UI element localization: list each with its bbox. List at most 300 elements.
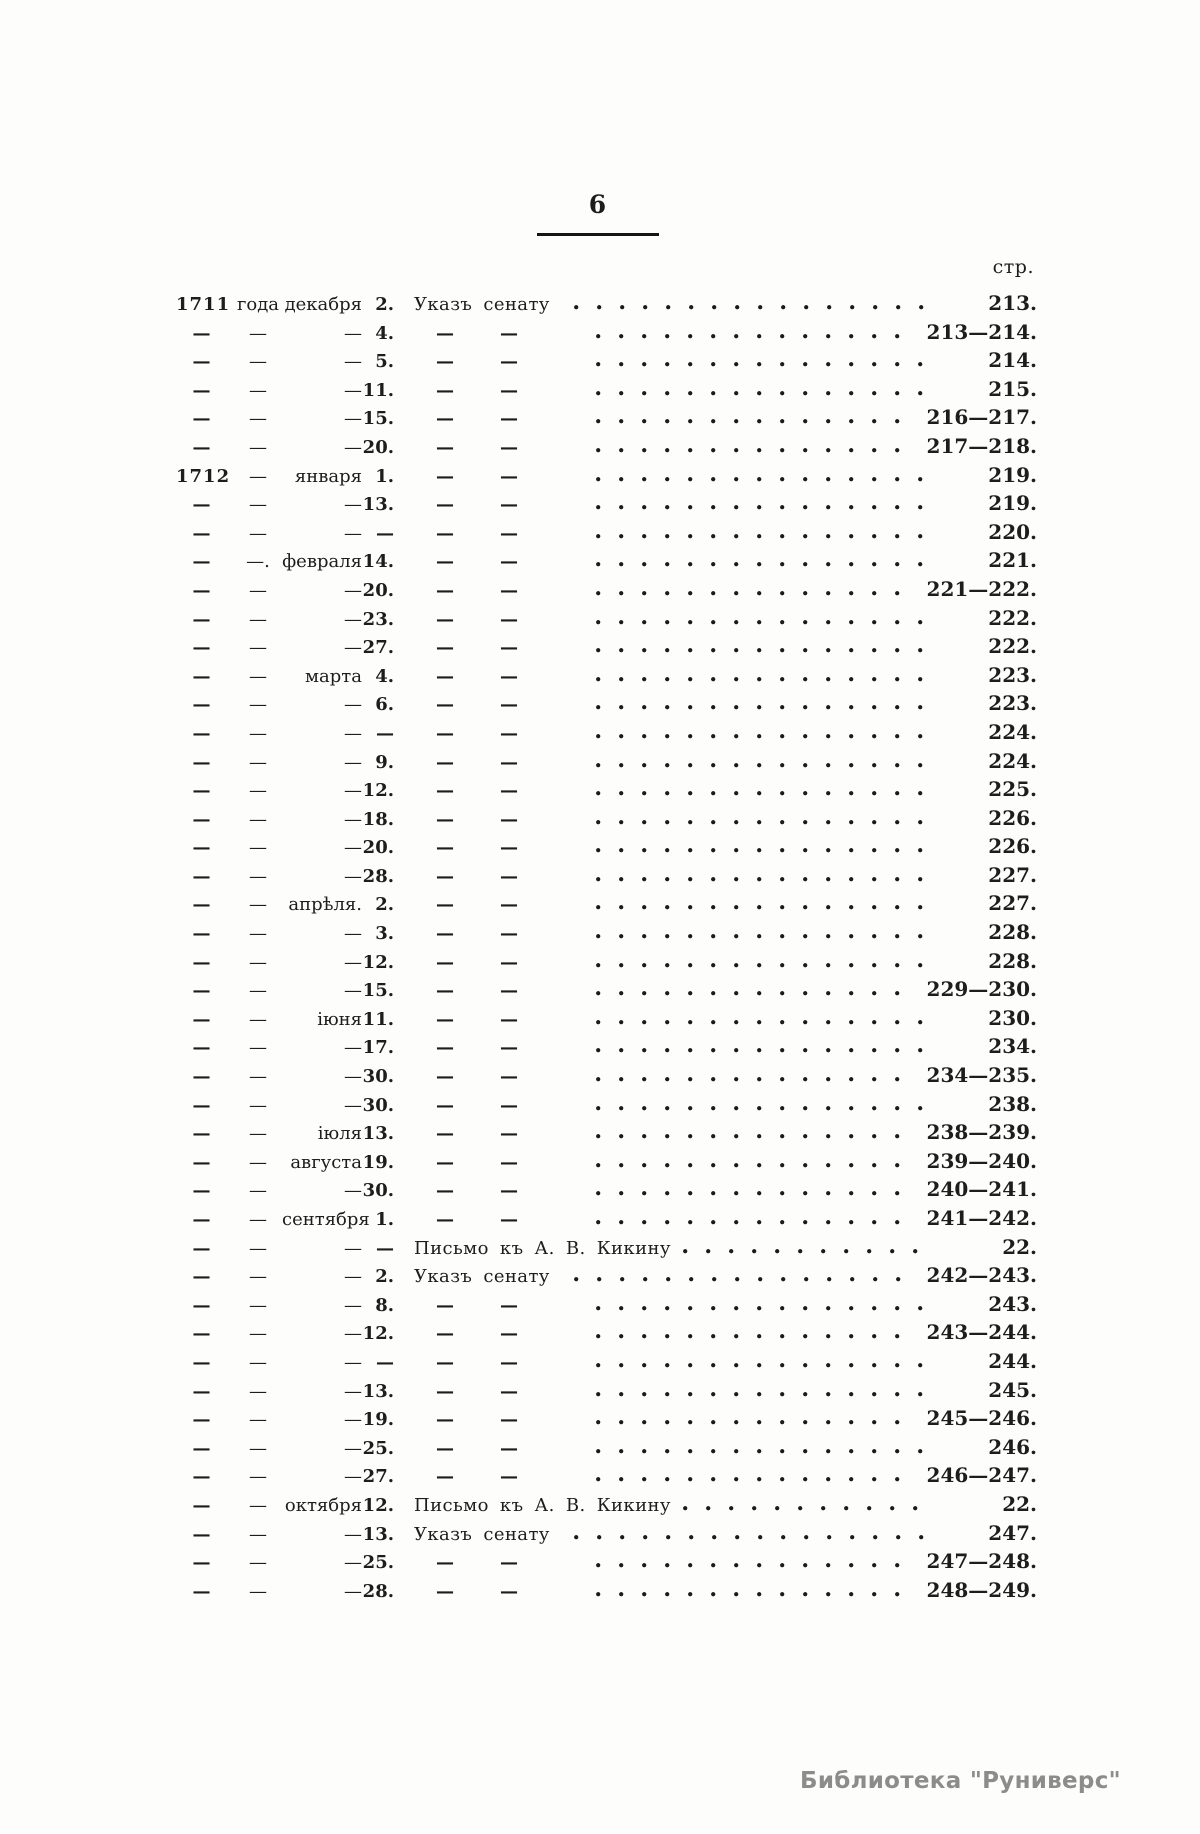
entry-day: 30. bbox=[362, 1094, 394, 1116]
ditto-mark: — bbox=[436, 522, 454, 544]
entry-day: 13. bbox=[362, 1123, 394, 1145]
entry-month: — bbox=[344, 1237, 362, 1259]
ditto-mark: — bbox=[436, 1180, 454, 1202]
entry-page: 224. bbox=[988, 748, 1037, 773]
toc-row bbox=[176, 434, 1037, 463]
entry-month: іюля bbox=[317, 1123, 362, 1145]
entry-goda: — bbox=[249, 1151, 267, 1173]
entry-year: — bbox=[192, 379, 212, 401]
entry-day: 19. bbox=[362, 1409, 394, 1431]
toc-row bbox=[176, 1349, 1037, 1378]
toc-row bbox=[176, 1406, 1037, 1435]
dot-leader bbox=[683, 1506, 925, 1511]
entry-title bbox=[406, 1552, 584, 1573]
entry-page: 223. bbox=[988, 662, 1037, 687]
entry-title bbox=[406, 1095, 584, 1116]
entry-day: 13. bbox=[362, 494, 394, 516]
dot-leader bbox=[596, 734, 925, 739]
entry-page: 226. bbox=[988, 805, 1037, 830]
entry-year: — bbox=[192, 1123, 212, 1145]
entry-page: 221—222. bbox=[926, 576, 1037, 601]
entry-page: 221. bbox=[988, 548, 1037, 573]
entry-year: — bbox=[192, 1494, 212, 1516]
entry-day: 25. bbox=[362, 1552, 394, 1574]
dot-leader bbox=[596, 1048, 925, 1053]
ditto-mark: — bbox=[500, 465, 518, 487]
dot-leader bbox=[596, 1306, 925, 1311]
toc-rows bbox=[176, 291, 1037, 1606]
entry-year: 1712 bbox=[176, 465, 231, 487]
dot-leader bbox=[596, 534, 925, 539]
entry-goda: — bbox=[249, 808, 267, 830]
ditto-mark: — bbox=[436, 980, 454, 1002]
entry-year: — bbox=[192, 1437, 212, 1459]
ditto-mark: — bbox=[436, 637, 454, 659]
entry-title bbox=[406, 1123, 584, 1144]
entry-page: 225. bbox=[988, 777, 1037, 802]
ditto-mark: — bbox=[436, 722, 454, 744]
entry-goda: — bbox=[249, 837, 267, 859]
entry-page: 229—230. bbox=[926, 977, 1037, 1002]
dot-leader bbox=[596, 1191, 917, 1196]
toc-row bbox=[176, 1435, 1037, 1464]
entry-goda: — bbox=[249, 1066, 267, 1088]
entry-day: 4. bbox=[375, 665, 394, 687]
entry-day: — bbox=[376, 522, 394, 544]
entry-year: — bbox=[192, 637, 212, 659]
entry-goda: — bbox=[249, 722, 267, 744]
entry-year: — bbox=[192, 1294, 212, 1316]
ditto-mark: — bbox=[436, 608, 454, 630]
ditto-mark: — bbox=[500, 522, 518, 544]
toc-row bbox=[176, 1378, 1037, 1407]
entry-month: — bbox=[344, 980, 362, 1002]
entry-title bbox=[406, 1180, 584, 1201]
entry-month: — bbox=[344, 608, 362, 630]
toc-row bbox=[176, 1492, 1037, 1521]
entry-page: 242—243. bbox=[926, 1263, 1037, 1288]
ditto-mark: — bbox=[500, 951, 518, 973]
ditto-mark: — bbox=[500, 1066, 518, 1088]
entry-title bbox=[406, 1409, 584, 1430]
entry-year: — bbox=[192, 1266, 212, 1288]
entry-month: — bbox=[344, 379, 362, 401]
entry-day: 20. bbox=[362, 837, 394, 859]
entry-month: — bbox=[344, 722, 362, 744]
entry-title: Письмо къ А. В. Кикину bbox=[414, 1237, 671, 1259]
entry-goda: — bbox=[249, 1523, 267, 1545]
ditto-mark: — bbox=[436, 379, 454, 401]
ditto-mark: — bbox=[436, 808, 454, 830]
dot-leader bbox=[596, 1477, 917, 1482]
dot-leader bbox=[596, 991, 917, 996]
entry-title bbox=[406, 1323, 584, 1344]
ditto-mark: — bbox=[436, 494, 454, 516]
entry-day: — bbox=[376, 722, 394, 744]
dot-leader bbox=[596, 677, 925, 682]
entry-page: 223. bbox=[988, 691, 1037, 716]
entry-day: 23. bbox=[362, 608, 394, 630]
entry-page: 248—249. bbox=[926, 1577, 1037, 1602]
entry-page: 227. bbox=[988, 891, 1037, 916]
ditto-mark: — bbox=[500, 1209, 518, 1230]
entry-month: іюня bbox=[317, 1008, 362, 1030]
dot-leader bbox=[596, 877, 925, 882]
entry-page: 217—218. bbox=[926, 433, 1037, 458]
dot-leader bbox=[596, 763, 925, 768]
entry-year: — bbox=[192, 980, 212, 1002]
entry-page: 224. bbox=[988, 719, 1037, 744]
entry-page: 220. bbox=[988, 519, 1037, 544]
toc-row bbox=[176, 577, 1037, 606]
entry-month: — bbox=[344, 1294, 362, 1316]
entry-year: — bbox=[192, 1351, 212, 1373]
entry-page: 234. bbox=[988, 1034, 1037, 1059]
dot-leader bbox=[596, 362, 925, 367]
entry-day: 17. bbox=[362, 1037, 394, 1059]
entry-year: — bbox=[192, 522, 212, 544]
entry-month: — bbox=[344, 865, 362, 887]
entry-goda: — bbox=[249, 923, 267, 945]
entry-year: — bbox=[192, 494, 212, 516]
entry-page: 214. bbox=[988, 348, 1037, 373]
ditto-mark: — bbox=[436, 1123, 454, 1145]
entry-year: — bbox=[192, 722, 212, 744]
entry-year: — bbox=[192, 1094, 212, 1116]
entry-day: 11. bbox=[362, 379, 394, 401]
ditto-mark: — bbox=[500, 1466, 518, 1488]
entry-goda: — bbox=[249, 351, 267, 373]
header-rule bbox=[537, 233, 659, 236]
entry-page: 230. bbox=[988, 1005, 1037, 1030]
entry-goda: — bbox=[249, 1209, 267, 1230]
entry-goda: — bbox=[249, 951, 267, 973]
dot-leader bbox=[596, 620, 925, 625]
entry-title bbox=[406, 666, 584, 687]
ditto-mark: — bbox=[436, 1380, 454, 1402]
entry-page: 238. bbox=[988, 1091, 1037, 1116]
entry-goda: — bbox=[249, 694, 267, 716]
entry-page: 227. bbox=[988, 862, 1037, 887]
entry-page: 213—214. bbox=[926, 319, 1037, 344]
entry-month: — bbox=[344, 1380, 362, 1402]
entry-title bbox=[406, 952, 584, 973]
dot-leader bbox=[596, 791, 925, 796]
ditto-mark: — bbox=[500, 1180, 518, 1202]
dot-leader bbox=[596, 448, 917, 453]
toc-row bbox=[176, 1292, 1037, 1321]
entry-month: — bbox=[344, 637, 362, 659]
entry-goda: — bbox=[249, 1437, 267, 1459]
ditto-mark: — bbox=[436, 665, 454, 687]
ditto-mark: — bbox=[436, 1294, 454, 1316]
entry-page: 241—242. bbox=[926, 1206, 1037, 1230]
entry-page: 222. bbox=[988, 605, 1037, 630]
entry-goda: — bbox=[249, 637, 267, 659]
entry-year: — bbox=[192, 1066, 212, 1088]
dot-leader bbox=[596, 1592, 917, 1597]
entry-year: — bbox=[192, 923, 212, 945]
ditto-mark: — bbox=[436, 1580, 454, 1602]
entry-day: 14. bbox=[362, 551, 394, 573]
entry-day: 2. bbox=[375, 1266, 394, 1288]
entry-year: — bbox=[192, 951, 212, 973]
ditto-mark: — bbox=[436, 894, 454, 916]
ditto-mark: — bbox=[436, 1209, 454, 1230]
entry-month: — bbox=[344, 1037, 362, 1059]
dot-leader bbox=[574, 1535, 925, 1540]
entry-goda: — bbox=[249, 579, 267, 601]
toc-row bbox=[176, 463, 1037, 492]
entry-month: — bbox=[344, 694, 362, 716]
entry-month: — bbox=[344, 1409, 362, 1431]
entry-goda: — bbox=[249, 408, 267, 430]
toc-row bbox=[176, 777, 1037, 806]
ditto-mark: — bbox=[500, 1037, 518, 1059]
toc-row bbox=[176, 1006, 1037, 1035]
ditto-mark: — bbox=[436, 1037, 454, 1059]
toc-row bbox=[176, 1578, 1037, 1607]
entry-day: 9. bbox=[375, 751, 394, 773]
dot-leader bbox=[683, 1249, 925, 1254]
entry-title bbox=[406, 1438, 584, 1459]
entry-title bbox=[406, 580, 584, 601]
dot-leader bbox=[596, 1449, 925, 1454]
entry-goda: — bbox=[249, 1380, 267, 1402]
entry-day: 5. bbox=[375, 351, 394, 373]
entry-page: 219. bbox=[988, 491, 1037, 516]
toc-row bbox=[176, 634, 1037, 663]
dot-leader bbox=[596, 391, 925, 396]
ditto-mark: — bbox=[436, 751, 454, 773]
entry-year: — bbox=[192, 608, 212, 630]
entry-page: 240—241. bbox=[926, 1177, 1037, 1202]
entry-title bbox=[406, 1581, 584, 1602]
entry-title bbox=[406, 1466, 584, 1487]
ditto-mark: — bbox=[436, 837, 454, 859]
entry-page: 228. bbox=[988, 948, 1037, 973]
entry-month: — bbox=[344, 322, 362, 344]
entry-title bbox=[406, 351, 584, 372]
entry-year: — bbox=[192, 579, 212, 601]
ditto-mark: — bbox=[436, 1094, 454, 1116]
entry-title bbox=[406, 1209, 584, 1230]
entry-page: 22. bbox=[1002, 1234, 1037, 1259]
entry-title bbox=[406, 466, 584, 487]
ditto-mark: — bbox=[500, 1123, 518, 1145]
entry-month: — bbox=[344, 1437, 362, 1459]
entry-title bbox=[406, 1352, 584, 1373]
library-watermark: Библиотека "Руниверс" bbox=[800, 1768, 1121, 1794]
entry-year: — bbox=[192, 1037, 212, 1059]
entry-title bbox=[406, 380, 584, 401]
entry-day: 18. bbox=[362, 808, 394, 830]
entry-title bbox=[406, 323, 584, 344]
entry-year: — bbox=[192, 322, 212, 344]
entry-title bbox=[406, 752, 584, 773]
entry-title bbox=[406, 1066, 584, 1087]
toc-row bbox=[176, 1320, 1037, 1349]
entry-month: — bbox=[344, 436, 362, 458]
entry-page: 247—248. bbox=[926, 1549, 1037, 1574]
entry-goda: — bbox=[249, 494, 267, 516]
toc-row bbox=[176, 920, 1037, 949]
ditto-mark: — bbox=[436, 322, 454, 344]
entry-goda: года bbox=[236, 294, 280, 315]
entry-page: 238—239. bbox=[926, 1120, 1037, 1145]
dot-leader bbox=[596, 505, 925, 510]
dot-leader bbox=[596, 705, 925, 710]
entry-month: — bbox=[344, 494, 362, 516]
entry-year: — bbox=[192, 1409, 212, 1431]
entry-page: 243. bbox=[988, 1291, 1037, 1316]
entry-title bbox=[406, 780, 584, 801]
entry-page: 226. bbox=[988, 834, 1037, 859]
entry-month: — bbox=[344, 522, 362, 544]
entry-year: — bbox=[192, 1180, 212, 1202]
ditto-mark: — bbox=[500, 1151, 518, 1173]
entry-day: 12. bbox=[362, 1323, 394, 1345]
entry-title bbox=[406, 723, 584, 744]
ditto-mark: — bbox=[436, 579, 454, 601]
toc-row bbox=[176, 1149, 1037, 1178]
entry-month: — bbox=[344, 808, 362, 830]
entry-day: 8. bbox=[375, 1294, 394, 1316]
ditto-mark: — bbox=[500, 894, 518, 916]
entry-month: — bbox=[344, 1180, 362, 1202]
ditto-mark: — bbox=[436, 694, 454, 716]
entry-year: — bbox=[192, 751, 212, 773]
ditto-mark: — bbox=[436, 1008, 454, 1030]
entry-goda: —. bbox=[246, 551, 270, 573]
entry-title bbox=[406, 523, 584, 544]
entry-day: 13. bbox=[362, 1380, 394, 1402]
entry-day: — bbox=[376, 1237, 394, 1259]
entry-goda: — bbox=[249, 522, 267, 544]
entry-year: — bbox=[192, 780, 212, 802]
entry-day: 30. bbox=[362, 1180, 394, 1202]
ditto-mark: — bbox=[500, 694, 518, 716]
entry-goda: — bbox=[249, 665, 267, 687]
toc-row bbox=[176, 1177, 1037, 1206]
entry-day: 6. bbox=[375, 694, 394, 716]
entry-goda: — bbox=[249, 1180, 267, 1202]
toc-row bbox=[176, 405, 1037, 434]
entry-title bbox=[406, 923, 584, 944]
ditto-mark: — bbox=[500, 1008, 518, 1030]
entry-title bbox=[406, 1295, 584, 1316]
entry-month: — bbox=[344, 1323, 362, 1345]
dot-leader bbox=[596, 477, 925, 482]
dot-leader bbox=[596, 1106, 925, 1111]
entry-title bbox=[406, 1381, 584, 1402]
entry-month: — bbox=[344, 1552, 362, 1574]
entry-year: — bbox=[192, 1209, 212, 1230]
entry-goda: — bbox=[249, 865, 267, 887]
ditto-mark: — bbox=[500, 923, 518, 945]
dot-leader bbox=[596, 1077, 917, 1082]
entry-month: — bbox=[344, 951, 362, 973]
entry-goda: — bbox=[249, 1323, 267, 1345]
entry-day: — bbox=[376, 1351, 394, 1373]
entry-year: — bbox=[192, 1523, 212, 1545]
entry-goda: — bbox=[249, 465, 267, 487]
entry-month: — bbox=[344, 1266, 362, 1288]
entry-goda: — bbox=[249, 751, 267, 773]
ditto-mark: — bbox=[436, 923, 454, 945]
entry-page: 246—247. bbox=[926, 1463, 1037, 1488]
dot-leader bbox=[596, 591, 917, 596]
entry-day: 28. bbox=[362, 1580, 394, 1602]
dot-leader bbox=[596, 1420, 917, 1425]
entry-goda: — bbox=[249, 1409, 267, 1431]
entry-goda: — bbox=[249, 894, 267, 916]
entry-year: — bbox=[192, 694, 212, 716]
toc-row bbox=[176, 1120, 1037, 1149]
entry-year: — bbox=[192, 351, 212, 373]
entry-page: 234—235. bbox=[926, 1063, 1037, 1088]
entry-goda: — bbox=[249, 608, 267, 630]
entry-day: 1. bbox=[375, 1209, 394, 1230]
entry-month: — bbox=[344, 780, 362, 802]
ditto-mark: — bbox=[500, 1409, 518, 1431]
entry-title bbox=[406, 980, 584, 1001]
entry-month: — bbox=[344, 923, 362, 945]
entry-goda: — bbox=[249, 1037, 267, 1059]
entry-page: 215. bbox=[988, 376, 1037, 401]
entry-month: — bbox=[344, 1094, 362, 1116]
ditto-mark: — bbox=[436, 436, 454, 458]
entry-year: 1711 bbox=[176, 294, 231, 315]
entry-day: 27. bbox=[362, 637, 394, 659]
ditto-mark: — bbox=[500, 1437, 518, 1459]
toc-row bbox=[176, 1521, 1037, 1550]
entry-title bbox=[406, 494, 584, 515]
ditto-mark: — bbox=[436, 951, 454, 973]
toc-row bbox=[176, 834, 1037, 863]
entry-day: 19. bbox=[362, 1151, 394, 1173]
entry-month: — bbox=[344, 1523, 362, 1545]
entry-month: апрѣля. bbox=[288, 894, 362, 916]
entry-goda: — bbox=[249, 1094, 267, 1116]
entry-title: Письмо къ А. В. Кикину bbox=[414, 1494, 671, 1516]
entry-day: 25. bbox=[362, 1437, 394, 1459]
entry-goda: — bbox=[249, 436, 267, 458]
ditto-mark: — bbox=[500, 1351, 518, 1373]
entry-year: — bbox=[192, 551, 212, 573]
ditto-mark: — bbox=[500, 1094, 518, 1116]
entry-title bbox=[406, 837, 584, 858]
entry-day: 12. bbox=[362, 780, 394, 802]
entry-month: января bbox=[294, 465, 362, 487]
entry-year: — bbox=[192, 1380, 212, 1402]
entry-page: 244. bbox=[988, 1348, 1037, 1373]
ditto-mark: — bbox=[436, 351, 454, 373]
ditto-mark: — bbox=[436, 551, 454, 573]
ditto-mark: — bbox=[500, 551, 518, 573]
ditto-mark: — bbox=[500, 722, 518, 744]
entry-month: — bbox=[344, 351, 362, 373]
entry-goda: — bbox=[249, 780, 267, 802]
toc-row bbox=[176, 348, 1037, 377]
dot-leader bbox=[596, 419, 917, 424]
entry-goda: — bbox=[249, 1494, 267, 1516]
entry-goda: — bbox=[249, 1466, 267, 1488]
entry-goda: — bbox=[249, 1351, 267, 1373]
ditto-mark: — bbox=[436, 1466, 454, 1488]
ditto-mark: — bbox=[500, 1380, 518, 1402]
toc-row bbox=[176, 1235, 1037, 1264]
